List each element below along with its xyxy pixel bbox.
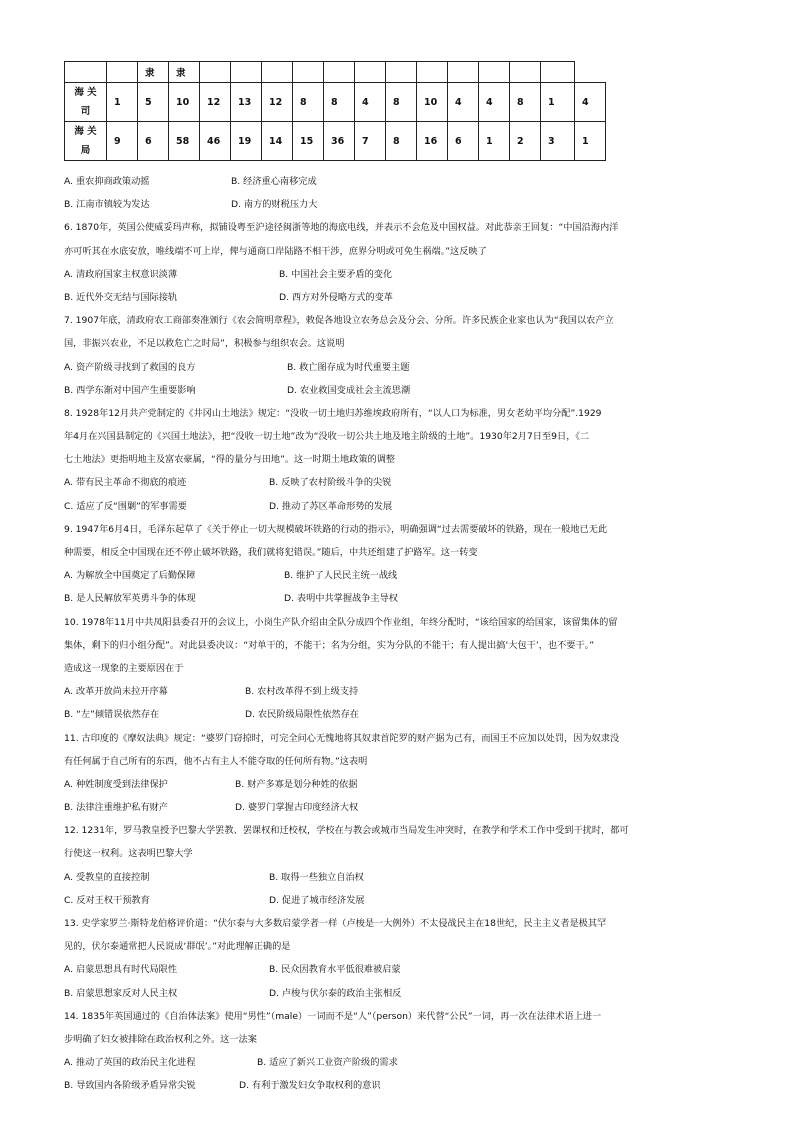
question-6-stem: 6. 1870年，英国公使威妥玛声称，拟铺设粤至沪途径闽浙等地的海底电线，并表示不会危及中国权益。对此恭亲王回复：“中国沿海内洋 [64, 222, 619, 234]
table-cell: 9 [107, 122, 138, 161]
q7-options-row [64, 379, 728, 402]
q12-options-row [64, 866, 728, 889]
table-header-cell [107, 62, 138, 83]
question-10-stem: 10. 1978年11月中共凤阳县委召开的会议上，小岗生产队介绍由全队分成四个作业组，年终分配时，“该给国家的给国家，该留集体的留 [64, 616, 618, 628]
q10-options-row [64, 680, 728, 703]
table-cell: 15 [293, 122, 324, 161]
question-13-stem: 13. 史学家罗兰·斯特龙伯格评价道：“伏尔泰与大多数启蒙学者一样（卢梭是一大例外）不太侵战民主在18世纪，民主主义者是极其罕 [64, 918, 607, 929]
option-d: D. 推动了苏区革命形势的发展 [269, 500, 393, 512]
question-11-stem: 11. 古印度的《摩奴法典》规定：“婆罗门窃掠时，可完全问心无愧地将其奴隶首陀罗的财产据为己有，而国王不应加以处罚，因为奴隶没 [64, 732, 620, 744]
option-b: B. 取得一些独立自治权 [269, 871, 364, 883]
question-11-stem: 有任何属于自己所有的东西，他不占有主人不能夺取的任何所有物。”这表明 [64, 755, 368, 767]
option-c: B. 江南市镇较为发达 [64, 199, 150, 211]
table-cell: 4 [448, 83, 479, 122]
option-d: D. 卢梭与伏尔泰的政治主张相反 [269, 987, 402, 999]
table-header-cell [293, 62, 324, 83]
table-cell: 5 [138, 83, 169, 122]
option-a: A. 改革开放尚未拉开序幕 [64, 686, 168, 698]
row-label-line2: 局 [80, 145, 91, 156]
table-header-cell: 隶 [169, 62, 200, 83]
q5-options-row [64, 170, 728, 193]
table-cell: 6 [138, 122, 169, 161]
option-d: D. 农民阶级局限性依然存在 [245, 709, 359, 721]
q9-options-row [64, 587, 728, 610]
q11-options-row [64, 796, 728, 819]
option-d: D. 促进了城市经济发展 [269, 894, 365, 906]
statistics-table [64, 61, 606, 161]
q13-options-row [64, 982, 728, 1005]
question-10-stem: 集体，剩下的归小组分配”。对此县委决议：“对单干的，不能干；名为分组，实为分队的不能干；有人提出搞‘大包干’，也不要干。” [64, 639, 595, 651]
row-label-line1: 海 关 [74, 126, 97, 137]
table-cell: 4 [575, 83, 606, 122]
table-cell: 16 [417, 122, 448, 161]
table-cell: 8 [386, 122, 417, 161]
table-header-cell [479, 62, 510, 83]
table-header-cell [510, 62, 541, 83]
table-cell: 6 [448, 122, 479, 161]
question-8-stem: 七土地法》更指明地主及富农豪属，“得的量分与田地”。这一时期土地政策的调整 [64, 454, 396, 466]
table-cell: 3 [541, 122, 575, 161]
option-d: D. 南方的财税压力大 [231, 199, 318, 211]
q8-options-row [64, 471, 728, 494]
question-13-stem: 见的，伏尔泰通常把人民说成‘群氓’。”对此理解正确的是 [64, 941, 291, 953]
option-a: A. 为解放全中国奠定了后勤保障 [64, 570, 196, 582]
table-header-cell [324, 62, 355, 83]
option-d: D. 农业救国变成社会主流思潮 [287, 384, 411, 396]
table-header-cell [386, 62, 417, 83]
table-cell: 4 [355, 83, 386, 122]
q8-options-row [64, 495, 728, 518]
table-cell: 1 [107, 83, 138, 122]
table-header-cell [200, 62, 231, 83]
option-b: B. 中国社会主要矛盾的变化 [279, 268, 393, 280]
table-header-row [65, 62, 606, 83]
table-cell: 1 [479, 122, 510, 161]
table-cell: 1 [575, 122, 606, 161]
option-a: A. 推动了英国的政治民主化进程 [64, 1057, 196, 1069]
question-7-stem: 国，非振兴农业，不足以救危亡之时局”，积极参与组织农会。这说明 [64, 338, 345, 350]
question-7-stem: 7. 1907年底，清政府农工商部奏准颁行《农会简明章程》，敕促各地设立农务总会及分会、分所。许多民族企业家也认为“我国以农产立 [64, 315, 614, 327]
question-8-stem: 年4月在兴国县制定的《兴国土地法》，把“没收一切土地”改为“没收一切公共土地及地主阶级的土地”。1930年2月7日至9日，《二 [64, 431, 590, 443]
option-b: B. 民众因教育水平低很难被启蒙 [269, 964, 401, 976]
option-d: D. 有利于激发妇女争取权利的意识 [239, 1080, 381, 1092]
option-c: B. 法律注重维护私有财产 [64, 802, 169, 814]
option-b: B. 适应了新兴工业资产阶级的需求 [257, 1057, 398, 1069]
option-c: C. 适应了反“围剿”的军事需要 [64, 500, 187, 512]
q6-options-row [64, 286, 728, 309]
table-row [65, 122, 606, 161]
table-header-cell: 隶 [138, 62, 169, 83]
option-a: A. 资产阶级寻找到了救国的良方 [64, 361, 196, 373]
table-cell: 8 [510, 83, 541, 122]
q13-options-row [64, 958, 728, 981]
table-cell: 2 [510, 122, 541, 161]
q14-options-row [64, 1051, 728, 1074]
table-row [65, 83, 606, 122]
table-cell: 12 [200, 83, 231, 122]
option-d: D. 西方对外侵略方式的变革 [279, 291, 393, 303]
option-d: D. 婆罗门掌握古印度经济大权 [235, 802, 359, 814]
row-label-line2: 司 [80, 106, 91, 117]
table-cell: 12 [262, 83, 293, 122]
option-b: B. 经济重心南移完成 [231, 176, 317, 187]
option-c: B. 近代外交无结与国际接轨 [64, 291, 178, 303]
table-cell: 1 [541, 83, 575, 122]
option-b: B. 救亡图存成为时代重要主题 [287, 361, 410, 373]
q12-options-row [64, 889, 728, 912]
option-b: B. 农村改革得不到上级支持 [245, 686, 359, 698]
question-14-stem: 步明确了妇女被排除在政治权利之外。这一法案 [64, 1033, 257, 1045]
table-cell: 10 [169, 83, 200, 122]
table-header-cell [262, 62, 293, 83]
option-c: C. 反对王权干预教育 [64, 894, 150, 906]
table-cell: 8 [386, 83, 417, 122]
option-a: A. 重农抑商政策动摇 [64, 176, 150, 187]
option-c: B. 导致国内各阶级矛盾异常尖锐 [64, 1080, 196, 1092]
table-header-cell [65, 62, 107, 83]
option-b: B. 反映了农村阶级斗争的尖锐 [269, 477, 392, 489]
table-cell: 58 [169, 122, 200, 161]
question-9-stem: 9. 1947年6月4日，毛泽东起草了《关于停止一切大规模破坏铁路的行动的指示》，明确强调“过去需要破坏的铁路，现在一般地已无此 [64, 523, 608, 535]
question-8-stem: 8. 1928年12月共产党制定的《井冈山土地法》规定：“没收一切土地归苏维埃政府所有，“以人口为标准，男女老幼平均分配”.1929 [64, 407, 602, 419]
option-c: B. 是人民解放军英勇斗争的体现 [64, 593, 196, 605]
option-a: A. 受教皇的直接控制 [64, 871, 150, 883]
question-10-stem: 造成这一现象的主要原因在于 [64, 662, 184, 674]
question-content [64, 170, 728, 1098]
q6-options-row [64, 263, 728, 286]
table-cell: 19 [231, 122, 262, 161]
option-a: A. 种姓制度受到法律保护 [64, 778, 168, 790]
question-9-stem: 种需要，相反全中国现在还不停止破坏铁路，我们就将犯错误。”随后，中共还组建了护路军。这一转变 [64, 547, 478, 558]
option-c: B. “左”倾错误依然存在 [64, 709, 160, 721]
option-a: A. 启蒙思想具有时代局限性 [64, 964, 178, 976]
table-cell: 36 [324, 122, 355, 161]
q9-options-row [64, 564, 728, 587]
row-label [65, 83, 107, 122]
question-6-stem: 亦可听其在水底安放，唯线端不可上岸，俾与通商口岸陆路不相干涉，庶界分明或可免生祸端。”这反映了 [64, 245, 487, 257]
question-12-stem: 行使这一权利。这表明巴黎大学 [64, 848, 193, 860]
table-cell: 46 [200, 122, 231, 161]
table-header-cell [417, 62, 448, 83]
table-header-cell [355, 62, 386, 83]
table-cell: 4 [479, 83, 510, 122]
question-14-stem: 14. 1835年英国通过的《自治体法案》使用“男性”（male）一词而不是“人”（person）来代替“公民”一词，再一次在法律术语上进一 [64, 1010, 602, 1022]
q5-options-row [64, 193, 728, 216]
option-b: B. 财产多寡是划分种姓的依据 [235, 778, 358, 790]
q11-options-row [64, 773, 728, 796]
table-cell: 13 [231, 83, 262, 122]
option-c: B. 西学东渐对中国产生重要影响 [64, 384, 196, 396]
q7-options-row [64, 356, 728, 379]
option-c: B. 启蒙思想家反对人民主权 [64, 987, 178, 999]
question-12-stem: 12. 1231年，罗马教皇授予巴黎大学罢教、罢课权和迁校权，学校在与教会或城市当局发生冲突时，在教学和学术工作中受到干扰时，都可 [64, 825, 629, 837]
table-cell: 14 [262, 122, 293, 161]
row-label-line1: 海 关 [74, 87, 97, 98]
table-header-cell [448, 62, 479, 83]
table-header-cell [231, 62, 262, 83]
q10-options-row [64, 703, 728, 726]
table-cell: 8 [324, 83, 355, 122]
q14-options-row [64, 1074, 728, 1097]
option-d: D. 表明中共掌握战争主导权 [284, 593, 398, 605]
row-label [65, 122, 107, 161]
option-a: A. 清政府国家主权意识淡薄 [64, 268, 178, 280]
option-a: A. 带有民主革命不彻底的痕迹 [64, 477, 187, 489]
table-cell: 10 [417, 83, 448, 122]
table-header-cell [541, 62, 575, 83]
option-b: B. 维护了人民民主统一战线 [284, 570, 398, 582]
table-cell: 8 [293, 83, 324, 122]
table-cell: 7 [355, 122, 386, 161]
